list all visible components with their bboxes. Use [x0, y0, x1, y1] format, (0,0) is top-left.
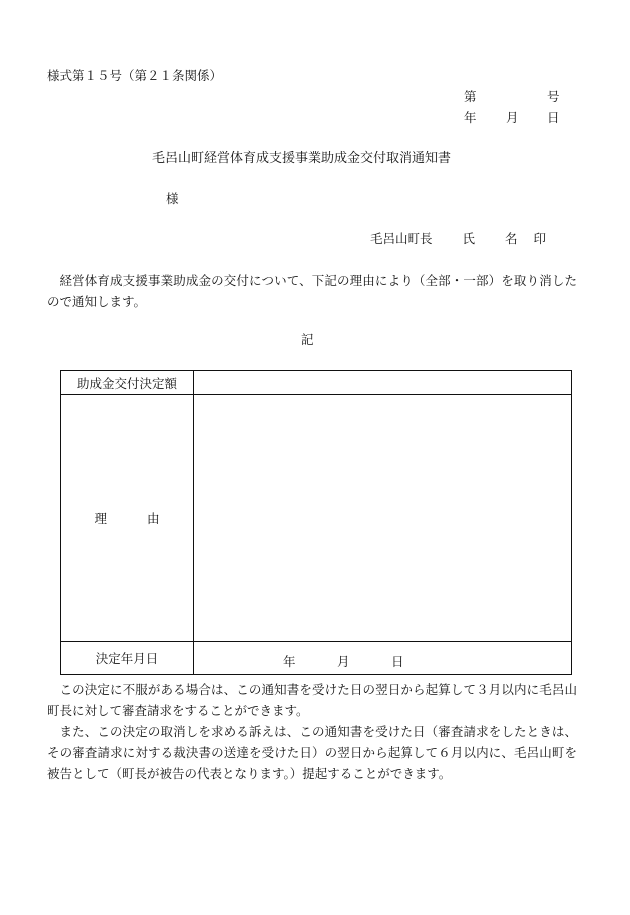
- reason-label: [61, 395, 194, 642]
- issue-date-year: 年: [464, 110, 477, 125]
- addressee: 様: [166, 191, 179, 206]
- issue-date-month: 月: [506, 110, 519, 125]
- details-table: [60, 370, 572, 675]
- decision-date-label: 決定年月日: [61, 642, 194, 675]
- sender-name-label-1: 氏: [462, 231, 476, 246]
- issue-date-day: 日: [547, 110, 560, 125]
- decision-date-year: 年: [283, 654, 296, 669]
- grant-amount-label: 助成金交付決定額: [61, 371, 194, 395]
- sender-office: 毛呂山町長: [370, 231, 433, 246]
- table-row: [61, 371, 572, 395]
- grant-amount-value: [194, 371, 572, 395]
- decision-date-day: 日: [391, 654, 404, 669]
- notice-body: 経営体育成支援事業助成金の交付について、下記の理由により（全部・一部）を取り消したので通知します。: [47, 273, 577, 309]
- reason-label-char-2: 由: [147, 511, 160, 526]
- ki-heading: 記: [301, 332, 314, 347]
- reason-label-char-1: 理: [94, 511, 107, 526]
- appeal-notes: [47, 679, 577, 784]
- decision-date-value: [194, 642, 572, 675]
- document-number-label: 第: [464, 89, 477, 104]
- appeal-note-2: また、この決定の取消しを求める訴えは、この通知書を受けた日（審査請求をしたときは、その審査請求に対する裁決書の送達を受けた日）の翌日から起算して６月以内に、毛呂山町を被告として（町長が被告の代表となります。）提起することができます。: [47, 724, 577, 781]
- decision-date-month: 月: [337, 654, 350, 669]
- document-title: 毛呂山町経営体育成支援事業助成金交付取消通知書: [152, 151, 452, 166]
- sender-name-label-2: 名: [505, 231, 518, 246]
- table-row: [61, 642, 572, 675]
- table-row: [61, 395, 572, 642]
- document-number-suffix: 号: [547, 89, 560, 104]
- appeal-note-1: この決定に不服がある場合は、この通知書を受けた日の翌日から起算して３月以内に毛呂山町長に対して審査請求をすることができます。: [47, 682, 577, 718]
- sender-block: [370, 233, 546, 246]
- form-number: 様式第１５号（第２１条関係）: [47, 68, 223, 83]
- reason-value: [194, 395, 572, 642]
- seal-mark: 印: [533, 231, 547, 246]
